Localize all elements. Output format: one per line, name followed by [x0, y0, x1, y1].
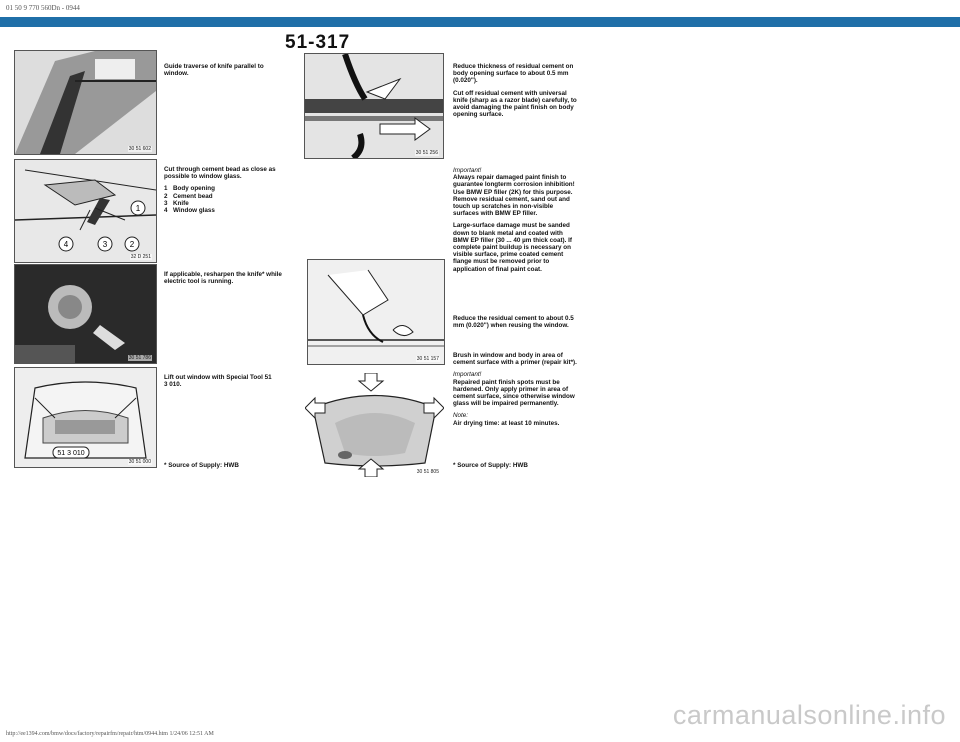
instruction-guide-traverse: Guide traverse of knife parallel to window. — [164, 63, 264, 78]
instruction-lift-window: Lift out window with Special Tool 51 3 010. — [164, 374, 272, 389]
instruction-cut-bead — [164, 166, 289, 219]
figure-lift-window — [14, 367, 157, 468]
supply-note-left: * Source of Supply: HWB — [164, 462, 239, 469]
reduce-thickness-text: Reduce thickness of residual cement on body opening surface to about 0.5 mm (0.020"). — [453, 63, 574, 85]
legend-item — [164, 200, 289, 207]
important-hardened-text: Repaired paint finish spots must be hardened. Only apply primer in area of cement surface, since otherwise window glass will be impaired permanently. — [453, 378, 575, 408]
supply-note-right: * Source of Supply: HWB — [453, 462, 528, 469]
watermark: carmanualsonline.info — [672, 700, 946, 730]
figure-ref: 32 D 251 — [130, 254, 151, 260]
legend-number: 1 — [164, 185, 168, 193]
tool-label: 51 3 010 — [57, 450, 85, 457]
note-label: Note: — [453, 412, 469, 420]
legend-item — [164, 193, 289, 200]
figure-primer-window — [304, 372, 445, 478]
callout-4: 4 — [63, 240, 69, 249]
header-bar — [0, 17, 960, 27]
figure-resharpen-knife — [14, 264, 157, 364]
page-number: 51-317 — [285, 32, 351, 53]
important-corrosion — [453, 167, 578, 278]
figure-reduce-cement — [304, 53, 444, 159]
figure-residual-cement-reuse-drawing — [308, 260, 444, 364]
callout-2: 2 — [129, 240, 135, 249]
figure-ref: 30 51 256 — [415, 150, 438, 156]
figure-ref: 30 51 157 — [416, 356, 439, 362]
legend-number: 3 — [164, 199, 168, 207]
legend-item — [164, 185, 289, 192]
important-label: Important! — [453, 371, 482, 379]
callout-1: 1 — [135, 204, 141, 213]
legend-label: Cement bead — [173, 192, 213, 200]
legend-item — [164, 207, 289, 214]
legend-list — [164, 185, 289, 214]
cut-bead-text: Cut through cement bead as close as possible to window glass. — [164, 166, 276, 181]
important-label: Important! — [453, 167, 482, 174]
legend-number: 2 — [164, 192, 168, 200]
figure-ref: 30 51 786 — [128, 355, 151, 361]
figure-knife-traverse-drawing — [15, 51, 156, 154]
important-corrosion-text: Always repair damaged paint finish to guarantee longterm corrosion inhibition! Use BMW EP filler (2K) for this purpose. Remove residual cement, sand out and touch up scratches in non-visible surfaces with BMW EP filler. — [453, 174, 575, 218]
figure-knife-traverse — [14, 50, 157, 155]
brush-primer-text: Brush in window and body in area of cement surface with a primer (repair kit*). — [453, 352, 577, 367]
instruction-reduce-thickness — [453, 63, 578, 123]
cut-residual-text: Cut off residual cement with universal knife (sharp as a razor blade) carefully, to avoid damaging the paint finish on body opening surface. — [453, 89, 577, 119]
figure-primer-window-drawing — [305, 373, 444, 477]
figure-ref: 30 51 805 — [416, 469, 439, 475]
legend-label: Body opening — [173, 185, 215, 193]
instruction-brush-primer — [453, 352, 578, 432]
figure-resharpen-knife-drawing — [15, 265, 156, 363]
figure-reduce-cement-drawing — [305, 54, 443, 158]
note-text: Air drying time: at least 10 minutes. — [453, 419, 560, 427]
figure-ref: 30 51 602 — [128, 146, 151, 152]
figure-cement-bead — [14, 159, 157, 263]
callout-3: 3 — [102, 240, 108, 249]
legend-label: Window glass — [173, 207, 215, 215]
legend-label: Knife — [173, 199, 189, 207]
legend-number: 4 — [164, 207, 168, 215]
figure-lift-window-drawing — [15, 368, 156, 467]
large-surface-text: Large-surface damage must be sanded down to blank metal and coated with BMW EP filler (30 ... 40 µm thick coat). If complete paint buildup is necessary on visible surface, prime coated cement flange must be removed prior to application of final paint coat. — [453, 222, 572, 273]
figure-residual-cement-reuse — [307, 259, 445, 365]
figure-cement-bead-drawing — [15, 160, 156, 262]
instruction-resharpen: If applicable, resharpen the knife* while electric tool is running. — [164, 271, 282, 286]
instruction-reuse-window: Reduce the residual cement to about 0.5 mm (0.020") when reusing the window. — [453, 315, 574, 330]
document-id: 01 50 9 770 560Dn - 0944 — [6, 4, 80, 12]
figure-ref: 30 51 000 — [128, 459, 151, 465]
footer-url: http://ee1394.com/bmw/docs/factory/repairfm/repair/htm/0944.htm 1/24/06 12:51 AM — [6, 731, 214, 737]
